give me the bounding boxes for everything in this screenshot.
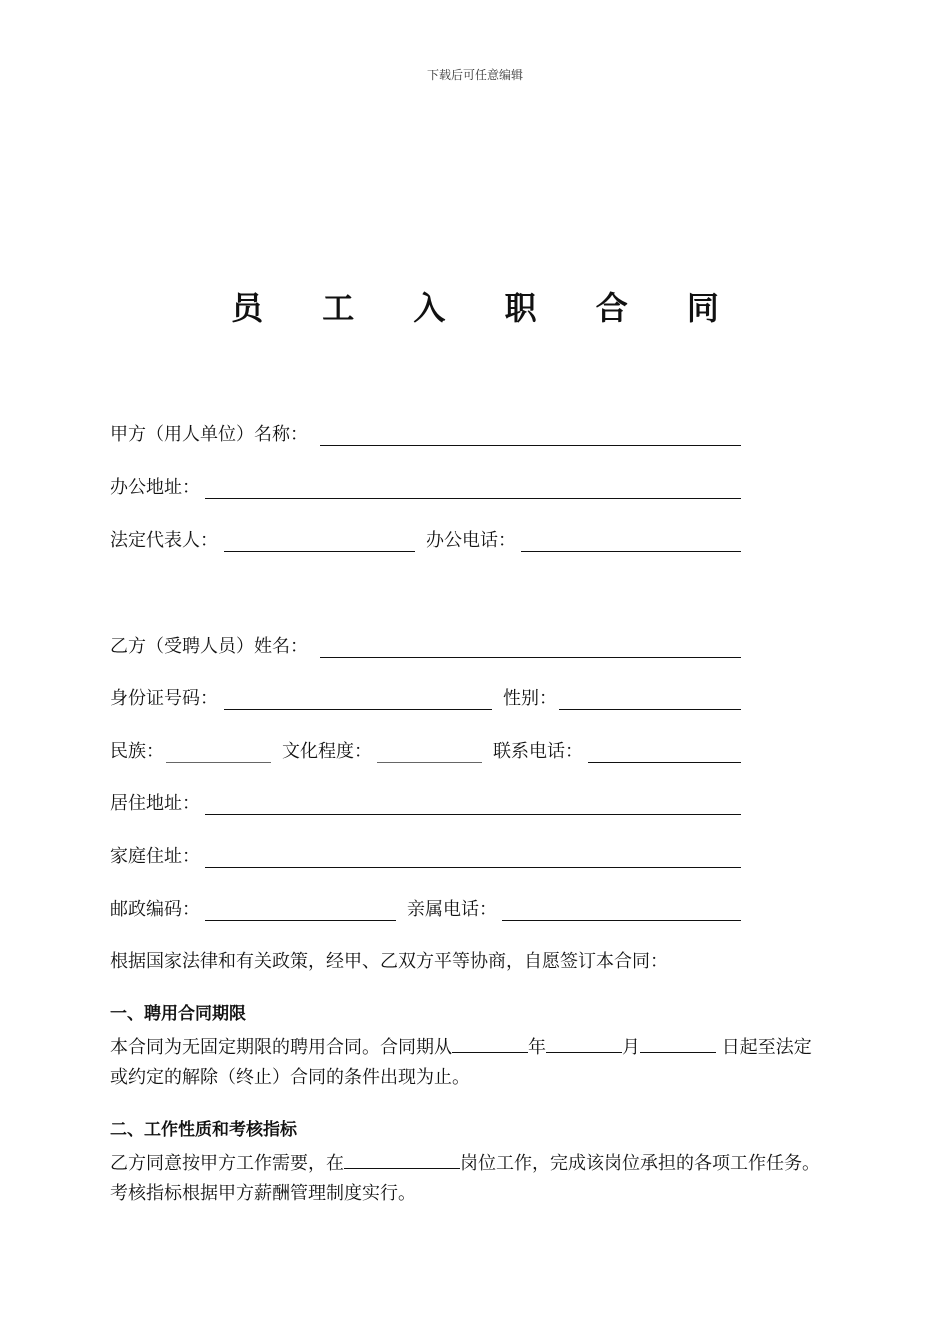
party-b-name-field[interactable]	[320, 657, 741, 658]
section-2-text-b: 岗位工作，完成该岗位承担的各项工作任务。	[460, 1153, 820, 1174]
office-address-label: 办公地址：	[110, 477, 200, 498]
ethnicity-row	[110, 737, 742, 767]
contact-phone-label: 联系电话：	[493, 741, 583, 762]
section-2-heading: 二、工作性质和考核指标	[110, 1120, 297, 1140]
party-a-name-field[interactable]	[320, 445, 741, 446]
office-address-field[interactable]	[205, 498, 741, 499]
residence-field[interactable]	[205, 814, 741, 815]
education-field[interactable]	[377, 762, 482, 763]
month-label: 月	[622, 1037, 640, 1058]
position-field[interactable]	[344, 1146, 460, 1169]
party-a-name-label: 甲方（用人单位）名称：	[110, 424, 308, 445]
party-b-name-label: 乙方（受聘人员）姓名：	[110, 636, 308, 657]
header-note: 下载后可任意编辑	[426, 68, 523, 82]
legal-rep-label: 法定代表人：	[110, 530, 218, 551]
section-1-heading: 一、聘用合同期限	[110, 1004, 246, 1024]
start-month-field[interactable]	[546, 1030, 622, 1053]
legal-rep-row	[110, 526, 742, 556]
section-1-text-b: 日起至法定	[716, 1037, 812, 1058]
party-a-name-row	[110, 420, 742, 450]
postcode-label: 邮政编码：	[110, 899, 200, 920]
section-1-line-2: 或约定的解除（终止）合同的条件出现为止。	[110, 1067, 470, 1088]
intro-text: 根据国家法律和有关政策，经甲、乙双方平等协商，自愿签订本合同：	[110, 951, 668, 972]
residence-label: 居住地址：	[110, 793, 200, 814]
party-b-name-row	[110, 632, 742, 662]
home-address-row	[110, 842, 742, 872]
relative-phone-field[interactable]	[502, 920, 741, 921]
section-2-line-2: 考核指标根据甲方薪酬管理制度实行。	[110, 1183, 416, 1204]
relative-phone-label: 亲属电话：	[407, 899, 497, 920]
section-2-line-1	[110, 1146, 820, 1180]
legal-rep-field[interactable]	[224, 551, 415, 552]
id-number-row	[110, 684, 742, 714]
contact-phone-field[interactable]	[588, 762, 741, 763]
office-phone-label: 办公电话：	[426, 530, 516, 551]
year-label: 年	[528, 1037, 546, 1058]
postcode-field[interactable]	[205, 920, 396, 921]
ethnicity-label: 民族：	[110, 741, 164, 762]
home-address-field[interactable]	[205, 867, 741, 868]
office-address-row	[110, 473, 742, 503]
residence-row	[110, 789, 742, 819]
office-phone-field[interactable]	[521, 551, 741, 552]
start-year-field[interactable]	[452, 1030, 528, 1053]
education-label: 文化程度：	[282, 741, 372, 762]
home-address-label: 家庭住址：	[110, 846, 200, 867]
start-day-field[interactable]	[640, 1030, 716, 1053]
contract-title: 员 工 入 职 合 同	[231, 289, 743, 327]
section-1-line-1	[110, 1030, 812, 1064]
gender-field[interactable]	[559, 709, 741, 710]
section-1-text-a: 本合同为无固定期限的聘用合同。合同期从	[110, 1037, 452, 1058]
postcode-row	[110, 895, 742, 925]
section-2-text-a: 乙方同意按甲方工作需要，在	[110, 1153, 344, 1174]
id-number-field[interactable]	[224, 709, 492, 710]
id-number-label: 身份证号码：	[110, 688, 218, 709]
gender-label: 性别：	[503, 688, 557, 709]
ethnicity-field[interactable]	[166, 762, 271, 763]
